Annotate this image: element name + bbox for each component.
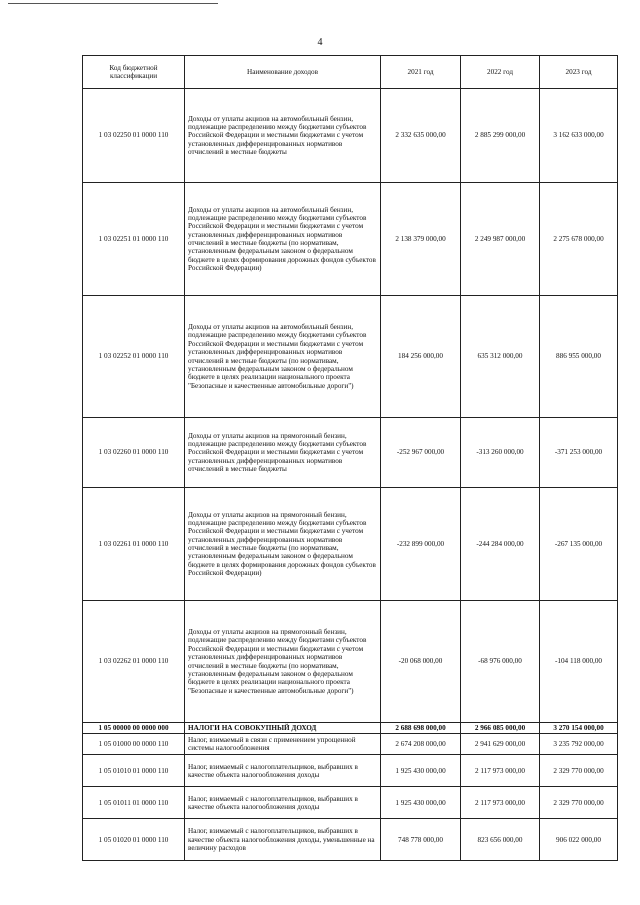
row-name: Налог, взимаемый в связи с применением упрощенной системы налогообложения [185, 734, 381, 755]
row-name: Доходы от уплаты акцизов на прямогонный бензин, подлежащие распределению между бюджетами субъектов Российской Федерации и местными бюджетами с учетом установленных дифференцированных нормативов отчислений в местные бюджеты (по нормативам, установленным федеральным законом о федеральном бюджете в целях реализации национального проекта "Безопасные и качественные автомобильные дороги") [185, 601, 381, 723]
row-value-2021: 2 688 698 000,00 [381, 723, 461, 734]
row-value-2021: -252 967 000,00 [381, 418, 461, 488]
header-name: Наименование доходов [185, 56, 381, 89]
row-value-2021: 184 256 000,00 [381, 296, 461, 418]
header-code: Код бюджетной классификации [83, 56, 185, 89]
table-row [83, 819, 618, 861]
row-value-2021: -20 068 000,00 [381, 601, 461, 723]
row-value-2023: 3 235 792 000,00 [540, 734, 618, 755]
row-value-2021: 2 332 635 000,00 [381, 89, 461, 183]
table-row [83, 755, 618, 787]
row-value-2023: -104 118 000,00 [540, 601, 618, 723]
row-value-2023: 2 329 770 000,00 [540, 787, 618, 819]
row-code: 1 05 01010 01 0000 110 [83, 755, 185, 787]
page-number: 4 [317, 37, 323, 48]
row-code: 1 03 02262 01 0000 110 [83, 601, 185, 723]
table-row [83, 89, 618, 183]
header-2023: 2023 год [540, 56, 618, 89]
table-row [83, 183, 618, 296]
row-value-2022: -313 260 000,00 [461, 418, 540, 488]
row-value-2022: 2 941 629 000,00 [461, 734, 540, 755]
row-code: 1 03 02261 01 0000 110 [83, 488, 185, 601]
row-value-2023: 3 270 154 000,00 [540, 723, 618, 734]
row-value-2023: 3 162 633 000,00 [540, 89, 618, 183]
row-value-2022: -244 284 000,00 [461, 488, 540, 601]
row-value-2022: -68 976 000,00 [461, 601, 540, 723]
row-value-2021: -232 899 000,00 [381, 488, 461, 601]
row-name: Налог, взимаемый с налогоплательщиков, выбравших в качестве объекта налогообложения доходы, уменьшенные на величину расходов [185, 819, 381, 861]
row-name: Доходы от уплаты акцизов на прямогонный бензин, подлежащие распределению между бюджетами субъектов Российской Федерации и местными бюджетами с учетом установленных дифференцированных нормативов отчислений в местные бюджеты [185, 418, 381, 488]
table-header-row [83, 56, 618, 89]
row-name: Налог, взимаемый с налогоплательщиков, выбравших в качестве объекта налогообложения доходы [185, 755, 381, 787]
table-row [83, 296, 618, 418]
row-name: Доходы от уплаты акцизов на прямогонный бензин, подлежащие распределению между бюджетами субъектов Российской Федерации и местными бюджетами с учетом установленных дифференцированных нормативов отчислений в местные бюджеты (по нормативам, установленным федеральным законом о федеральном бюджете в целях формирования дорожных фондов субъектов Российской Федерации) [185, 488, 381, 601]
table-row-total [83, 723, 618, 734]
row-value-2021: 2 674 208 000,00 [381, 734, 461, 755]
header-2022: 2022 год [461, 56, 540, 89]
row-value-2023: 906 022 000,00 [540, 819, 618, 861]
row-value-2021: 748 778 000,00 [381, 819, 461, 861]
row-name: Доходы от уплаты акцизов на автомобильный бензин, подлежащие распределению между бюджетами субъектов Российской Федерации и местными бюджетами с учетом установленных дифференцированных нормативов отчислений в местные бюджеты (по нормативам, установленным федеральным законом о федеральном бюджете в целях реализации национального проекта "Безопасные и качественные автомобильные дороги") [185, 296, 381, 418]
row-value-2022: 2 885 299 000,00 [461, 89, 540, 183]
row-value-2023: 2 275 678 000,00 [540, 183, 618, 296]
row-value-2021: 1 925 430 000,00 [381, 787, 461, 819]
scan-top-line [8, 3, 218, 4]
row-name: Доходы от уплаты акцизов на автомобильный бензин, подлежащие распределению между бюджетами субъектов Российской Федерации и местными бюджетами с учетом установленных дифференцированных нормативов отчислений в местные бюджеты [185, 89, 381, 183]
row-code: 1 03 02252 01 0000 110 [83, 296, 185, 418]
header-2021: 2021 год [381, 56, 461, 89]
row-value-2023: 2 329 770 000,00 [540, 755, 618, 787]
table-row [83, 488, 618, 601]
row-value-2023: -371 253 000,00 [540, 418, 618, 488]
row-value-2023: 886 955 000,00 [540, 296, 618, 418]
row-code: 1 03 02250 01 0000 110 [83, 89, 185, 183]
row-value-2022: 2 966 085 000,00 [461, 723, 540, 734]
row-value-2022: 823 656 000,00 [461, 819, 540, 861]
row-value-2023: -267 135 000,00 [540, 488, 618, 601]
row-value-2021: 2 138 379 000,00 [381, 183, 461, 296]
row-name: Доходы от уплаты акцизов на автомобильный бензин, подлежащие распределению между бюджетами субъектов Российской Федерации и местными бюджетами с учетом установленных дифференцированных нормативов отчислений в местные бюджеты (по нормативам, установленным федеральным законом о федеральном бюджете в целях формирования дорожных фондов субъектов Российской Федерации) [185, 183, 381, 296]
table-row [83, 418, 618, 488]
row-code: 1 03 02251 01 0000 110 [83, 183, 185, 296]
row-code: 1 05 01020 01 0000 110 [83, 819, 185, 861]
row-code: 1 03 02260 01 0000 110 [83, 418, 185, 488]
row-value-2021: 1 925 430 000,00 [381, 755, 461, 787]
row-value-2022: 2 117 973 000,00 [461, 755, 540, 787]
budget-revenue-table [82, 55, 618, 861]
table-row [83, 787, 618, 819]
row-value-2022: 2 249 987 000,00 [461, 183, 540, 296]
table-row [83, 601, 618, 723]
row-name: Налог, взимаемый с налогоплательщиков, выбравших в качестве объекта налогообложения доходы [185, 787, 381, 819]
row-value-2022: 635 312 000,00 [461, 296, 540, 418]
row-name: НАЛОГИ НА СОВОКУПНЫЙ ДОХОД [185, 723, 381, 734]
table-row [83, 734, 618, 755]
row-code: 1 05 01000 00 0000 110 [83, 734, 185, 755]
row-code: 1 05 01011 01 0000 110 [83, 787, 185, 819]
row-code: 1 05 00000 00 0000 000 [83, 723, 185, 734]
row-value-2022: 2 117 973 000,00 [461, 787, 540, 819]
